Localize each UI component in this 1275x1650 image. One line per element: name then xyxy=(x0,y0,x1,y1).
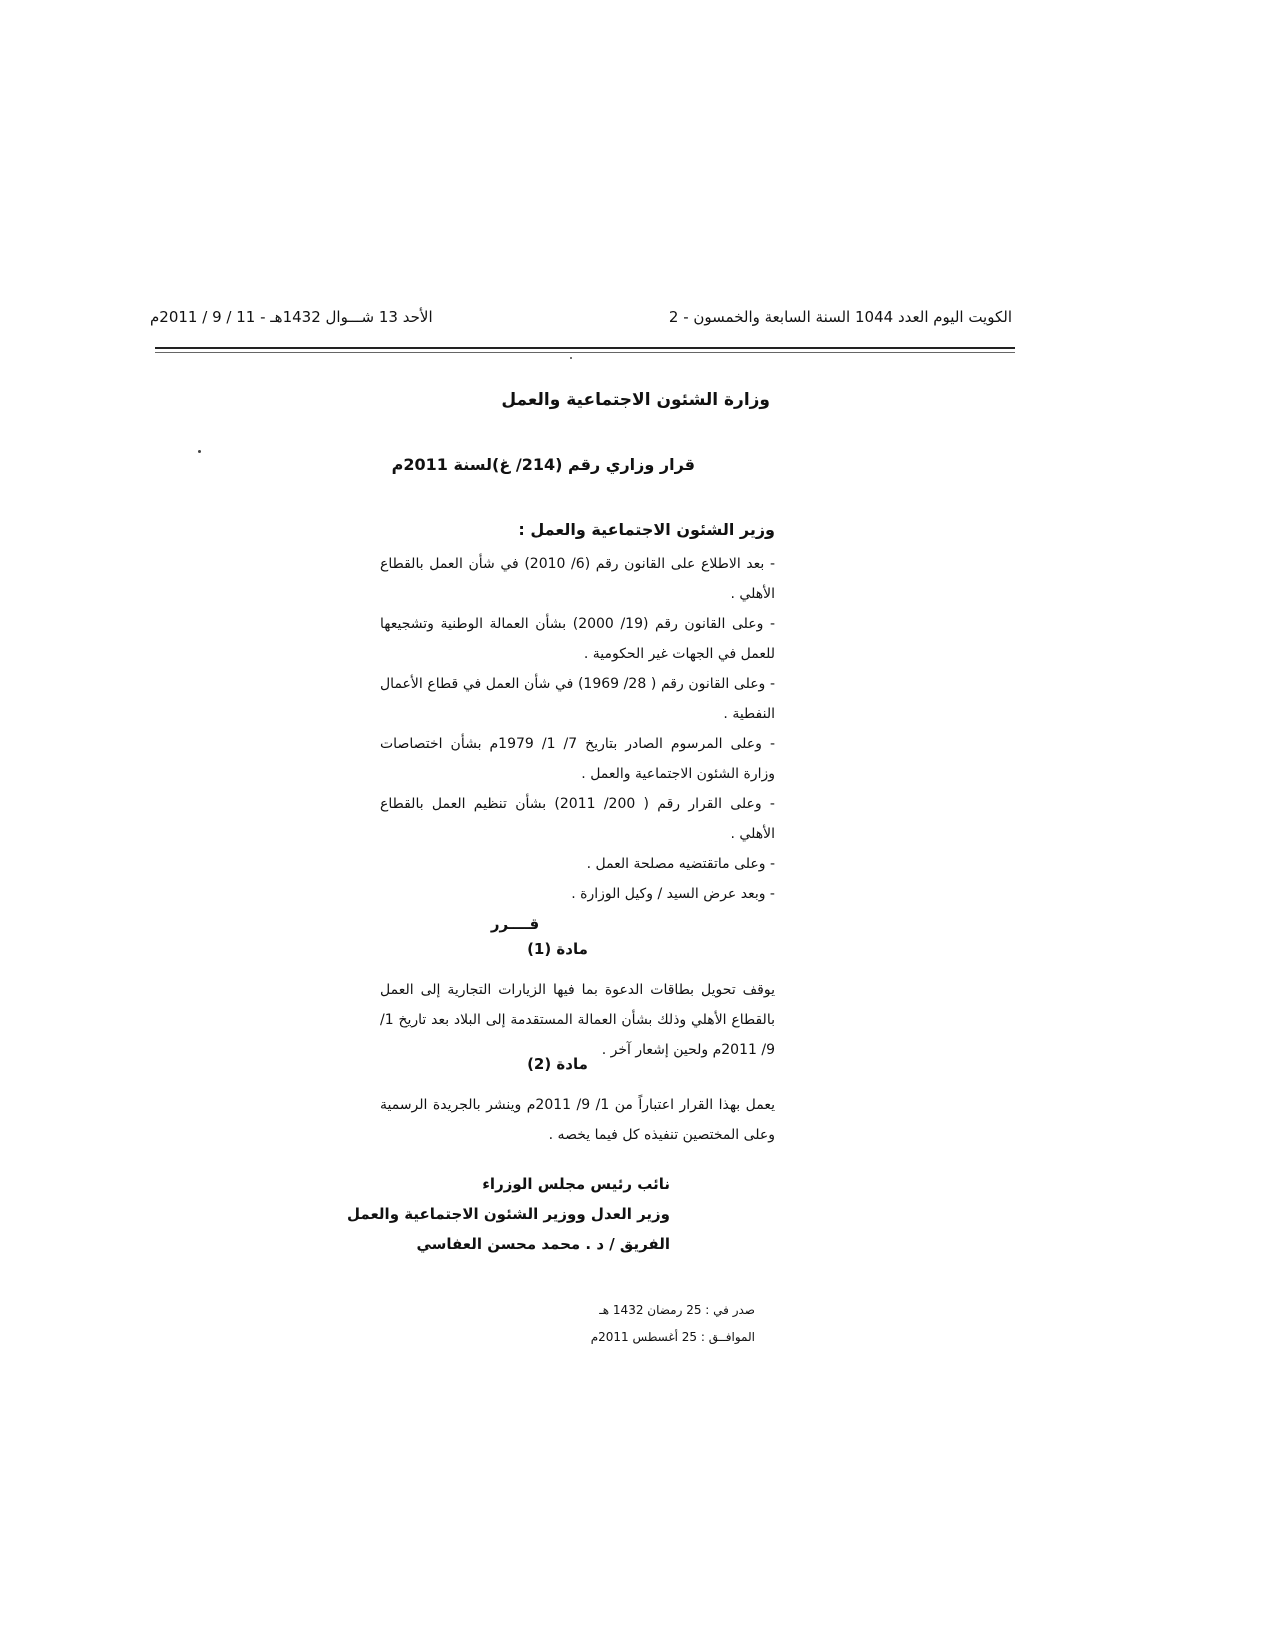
scan-speck xyxy=(198,450,201,453)
decree-title: قرار وزاري رقم (214/ غ)لسنة 2011م xyxy=(391,455,695,474)
recital-item: - وعلى القرار رقم ( 200/ 2011) بشأن تنظيم العمل بالقطاع الأهلي . xyxy=(380,796,775,842)
recital-item: - وعلى ماتقتضيه مصلحة العمل . xyxy=(586,856,775,872)
recital-item: - وعلى القانون رقم ( 28/ 1969) في شأن العمل في قطاع الأعمال النفطية . xyxy=(380,676,775,722)
signatory-name: الفريق / د . محمد محسن العفاسي xyxy=(416,1235,670,1253)
recitals-block xyxy=(380,525,775,909)
recital-item: - وعلى المرسوم الصادر بتاريخ 7/ 1/ 1979م بشأن اختصاصات وزارة الشئون الاجتماعية والعمل . xyxy=(380,736,776,782)
header-rule-thick xyxy=(155,347,1015,349)
ministry-name: وزارة الشئون الاجتماعية والعمل xyxy=(501,390,770,410)
signatory-title-1: نائب رئيس مجلس الوزراء xyxy=(482,1175,670,1193)
article-2-title: مادة (2) xyxy=(527,1055,588,1073)
gazette-date-header: الأحد 13 شـــوال 1432هـ - 11 / 9 / 2011م xyxy=(150,308,433,326)
recital-item: - وعلى القانون رقم (19/ 2000) بشأن العمالة الوطنية وتشجيعها للعمل في الجهات غير الحكومية . xyxy=(380,616,776,662)
issued-gregorian-date: الموافــق : 25 أغسطس 2011م xyxy=(590,1330,755,1344)
scan-speck xyxy=(570,357,572,359)
article-1-body: يوقف تحويل بطاقات الدعوة بما فيها الزيارات التجارية إلى العمل بالقطاع الأهلي وذلك بشأن العمالة المستقدمة إلى البلاد بعد تاريخ 1/ 9/ 2011م ولحين إشعار آخر . xyxy=(380,982,775,1058)
header-rule-thin xyxy=(155,352,1015,353)
recital-item: - وبعد عرض السيد / وكيل الوزارة . xyxy=(571,886,775,902)
gazette-issue-header: الكويت اليوم العدد 1044 السنة السابعة والخمسون - 2 xyxy=(668,308,1012,326)
article-1-title: مادة (1) xyxy=(527,940,588,958)
signatory-title-2: وزير العدل ووزير الشئون الاجتماعية والعمل xyxy=(347,1205,670,1223)
recital-item: - بعد الاطلاع على القانون رقم (6/ 2010) في شأن العمل بالقطاع الأهلي . xyxy=(380,556,775,602)
article-2-body: يعمل بهذا القرار اعتباراً من 1/ 9/ 2011م وينشر بالجريدة الرسمية وعلى المختصين تنفيذه كل فيما يخصه . xyxy=(380,1097,775,1143)
issued-hijri-date: صدر في : 25 رمضان 1432 هـ xyxy=(599,1303,755,1317)
decided-heading: قــــرر xyxy=(490,915,540,933)
minister-heading: وزير الشئون الاجتماعية والعمل : xyxy=(518,520,775,539)
